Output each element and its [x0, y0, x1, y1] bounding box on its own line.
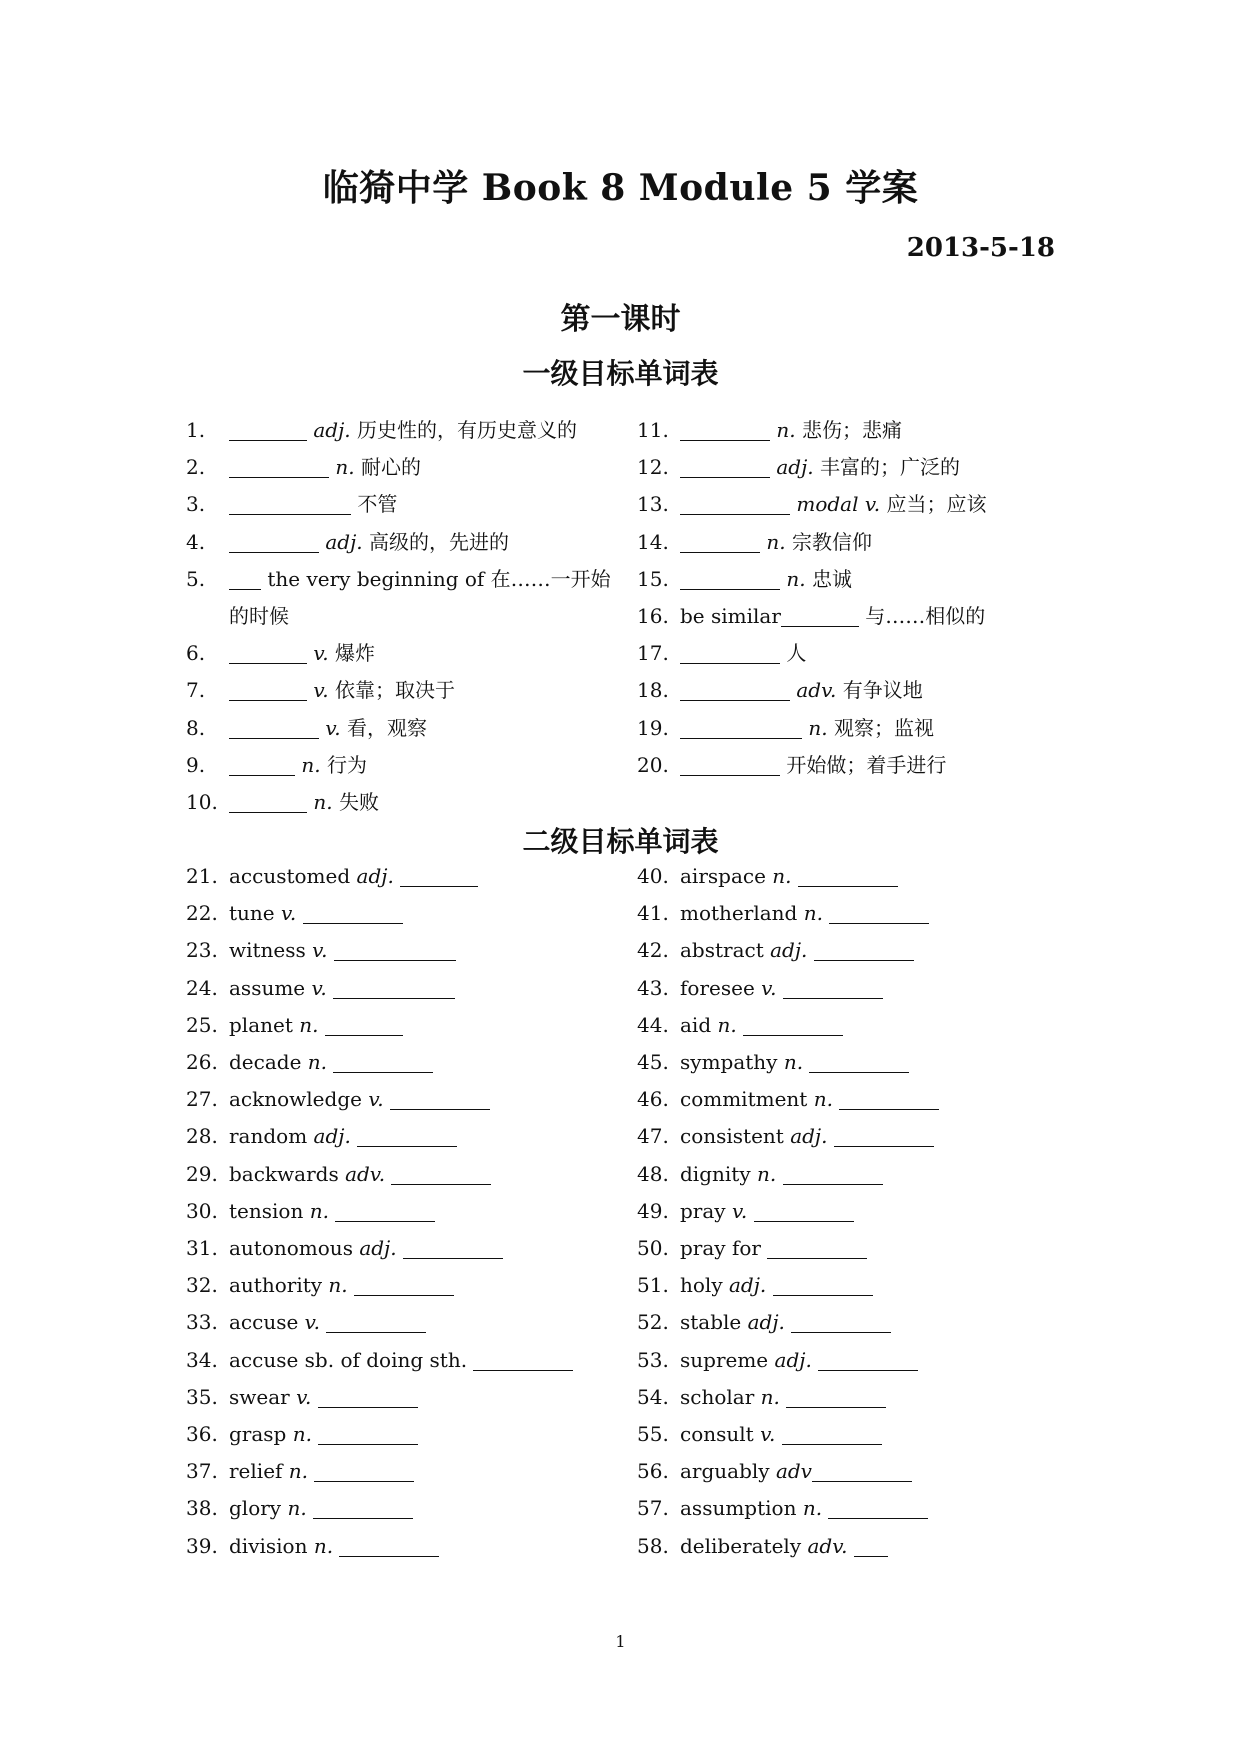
item-number: 34.	[186, 1347, 218, 1372]
item-text: n. 忠诚	[680, 566, 852, 592]
answer-blank[interactable]	[786, 1387, 886, 1408]
item-text: glory n.	[229, 1495, 413, 1521]
answer-blank[interactable]	[767, 1238, 867, 1259]
part-of-speech: adj.	[774, 1347, 812, 1372]
answer-blank[interactable]	[814, 940, 914, 961]
answer-blank[interactable]	[403, 1238, 503, 1259]
item-number: 38.	[186, 1496, 218, 1521]
part-of-speech: adj.	[313, 418, 351, 442]
item-text: 的时候	[229, 604, 289, 628]
answer-blank[interactable]	[318, 1424, 418, 1445]
answer-blank[interactable]	[854, 1536, 888, 1557]
item-text: v. 依靠；取决于	[229, 677, 455, 703]
part-of-speech: adj.	[747, 1310, 785, 1335]
part-of-speech: n.	[309, 1198, 329, 1223]
item-number: 44.	[637, 1012, 669, 1037]
answer-blank[interactable]	[335, 1201, 435, 1222]
part-of-speech: v.	[296, 1384, 312, 1409]
item-text: consult v.	[680, 1421, 882, 1447]
answer-blank[interactable]	[229, 532, 319, 553]
answer-blank[interactable]	[828, 1498, 928, 1519]
item-text: adj. 高级的，先进的	[229, 529, 509, 555]
item-number: 3.	[186, 492, 206, 517]
answer-blank[interactable]	[326, 1312, 426, 1333]
level2-heading: 二级目标单词表	[522, 825, 719, 858]
part-of-speech: adj.	[313, 1124, 351, 1149]
item-number: 51.	[637, 1273, 669, 1298]
item-text: decade n.	[229, 1049, 433, 1075]
item-number: 43.	[637, 975, 669, 1000]
item-text: v. 看，观察	[229, 715, 427, 741]
answer-blank[interactable]	[818, 1350, 918, 1371]
item-number: 17.	[637, 641, 669, 666]
item-number: 41.	[637, 901, 669, 926]
item-text: assumption n.	[680, 1495, 928, 1521]
item-text: adj. 历史性的，有历史意义的	[229, 417, 577, 443]
answer-blank[interactable]	[680, 569, 780, 590]
part-of-speech: adj.	[356, 864, 394, 888]
answer-blank[interactable]	[798, 866, 898, 887]
item-number: 10.	[186, 790, 218, 814]
answer-blank[interactable]	[229, 755, 295, 776]
item-number: 26.	[186, 1050, 218, 1074]
date-label: 2013-5-18	[906, 233, 1055, 263]
answer-blank[interactable]	[314, 1461, 414, 1482]
item-number: 24.	[186, 975, 218, 1000]
item-number: 40.	[637, 864, 669, 888]
part-of-speech: adj.	[325, 529, 363, 554]
item-text: motherland n.	[680, 900, 929, 926]
answer-blank[interactable]	[680, 532, 760, 553]
part-of-speech: n.	[299, 1012, 319, 1037]
part-of-speech: v.	[313, 678, 329, 703]
item-text: n. 耐心的	[229, 454, 421, 480]
answer-blank[interactable]	[357, 1126, 457, 1147]
item-text: consistent adj.	[680, 1123, 934, 1149]
part-of-speech: v.	[761, 975, 777, 1000]
part-of-speech: n.	[307, 1050, 328, 1074]
item-text: 不管	[229, 491, 397, 517]
answer-blank[interactable]	[229, 494, 351, 515]
part-of-speech: n.	[288, 1459, 309, 1484]
part-of-speech: adj.	[359, 1236, 397, 1260]
part-of-speech: n.	[301, 752, 321, 777]
item-text: 人	[680, 640, 806, 666]
item-number: 1.	[186, 418, 206, 442]
item-text: tune v.	[229, 900, 403, 926]
item-text: authority n.	[229, 1272, 454, 1298]
part-of-speech: adv.	[807, 1533, 848, 1558]
item-number: 13.	[637, 492, 669, 517]
part-of-speech: n.	[783, 1050, 804, 1074]
answer-blank[interactable]	[680, 420, 770, 441]
answer-blank[interactable]	[229, 569, 261, 590]
item-number: 32.	[186, 1273, 218, 1298]
answer-blank[interactable]	[229, 643, 307, 664]
item-text: the very beginning of 在……一开始	[229, 566, 611, 592]
item-number: 22.	[186, 901, 218, 926]
item-number: 50.	[637, 1236, 669, 1260]
answer-blank[interactable]	[333, 978, 455, 999]
answer-blank[interactable]	[229, 420, 307, 441]
item-number: 45.	[637, 1050, 669, 1074]
answer-blank[interactable]	[334, 940, 456, 961]
item-number: 48.	[637, 1161, 669, 1186]
answer-blank[interactable]	[773, 1275, 873, 1296]
item-number: 23.	[186, 938, 218, 963]
lesson-heading: 第一课时	[560, 302, 681, 337]
answer-blank[interactable]	[680, 643, 780, 664]
answer-blank[interactable]	[354, 1275, 454, 1296]
part-of-speech: n.	[808, 715, 828, 740]
item-number: 36.	[186, 1422, 218, 1446]
item-number: 55.	[637, 1422, 669, 1446]
item-text: n. 悲伤；悲痛	[680, 417, 902, 443]
item-number: 14.	[637, 529, 669, 554]
item-text: abstract adj.	[680, 937, 914, 963]
item-number: 18.	[637, 678, 669, 703]
item-text: modal v. 应当；应该	[680, 491, 987, 517]
answer-blank[interactable]	[782, 1424, 882, 1445]
answer-blank[interactable]	[809, 1052, 909, 1073]
item-number: 46.	[637, 1087, 669, 1112]
item-number: 29.	[186, 1161, 218, 1186]
item-number: 16.	[637, 604, 669, 628]
answer-blank[interactable]	[303, 903, 403, 924]
part-of-speech: adv.	[345, 1161, 386, 1186]
part-of-speech: v.	[281, 901, 297, 926]
answer-blank[interactable]	[680, 494, 790, 515]
item-number: 31.	[186, 1236, 218, 1260]
answer-blank[interactable]	[318, 1387, 418, 1408]
part-of-speech: n.	[766, 529, 786, 554]
answer-blank[interactable]	[680, 718, 802, 739]
answer-blank[interactable]	[313, 1498, 413, 1519]
part-of-speech: n.	[803, 901, 823, 926]
part-of-speech: adj.	[770, 938, 808, 963]
part-of-speech: adv	[775, 1459, 812, 1484]
answer-blank[interactable]	[783, 978, 883, 999]
item-text: relief n.	[229, 1458, 414, 1484]
part-of-speech: n.	[786, 566, 806, 591]
part-of-speech: n.	[292, 1422, 312, 1446]
answer-blank[interactable]	[473, 1350, 573, 1371]
item-text: scholar n.	[680, 1384, 886, 1410]
item-text: airspace n.	[680, 863, 898, 889]
item-text: planet n.	[229, 1012, 403, 1038]
item-text: n. 失败	[229, 789, 379, 815]
item-text: n. 观察；监视	[680, 715, 934, 741]
item-number: 20.	[637, 752, 669, 777]
item-number: 9.	[186, 752, 206, 777]
item-number: 8.	[186, 715, 206, 740]
part-of-speech: adj.	[790, 1124, 828, 1149]
level1-heading: 一级目标单词表	[522, 357, 719, 390]
part-of-speech: v.	[311, 975, 327, 1000]
item-text: holy adj.	[680, 1272, 873, 1298]
item-number: 35.	[186, 1384, 218, 1409]
item-text: backwards adv.	[229, 1161, 491, 1187]
item-text: assume v.	[229, 975, 455, 1001]
part-of-speech: n.	[772, 864, 792, 888]
answer-blank[interactable]	[754, 1201, 854, 1222]
part-of-speech: n.	[813, 1087, 833, 1112]
item-number: 56.	[637, 1459, 669, 1484]
page-number: 1	[615, 1632, 626, 1651]
page-title: 临猗中学 Book 8 Module 5 学案	[322, 167, 919, 209]
item-text: stable adj.	[680, 1309, 891, 1335]
item-number: 28.	[186, 1124, 218, 1149]
part-of-speech: n.	[328, 1273, 348, 1298]
item-text: autonomous adj.	[229, 1235, 503, 1261]
item-text: supreme adj.	[680, 1347, 918, 1373]
item-text: random adj.	[229, 1123, 457, 1149]
item-number: 52.	[637, 1310, 669, 1335]
item-number: 11.	[637, 418, 669, 442]
part-of-speech: modal v.	[796, 492, 881, 517]
answer-blank[interactable]	[229, 680, 307, 701]
part-of-speech: v.	[312, 938, 328, 963]
answer-blank[interactable]	[680, 457, 770, 478]
item-text: aid n.	[680, 1012, 843, 1038]
item-text: adj. 丰富的；广泛的	[680, 454, 960, 480]
answer-blank[interactable]	[333, 1052, 433, 1073]
item-text: tension n.	[229, 1198, 435, 1224]
item-number: 25.	[186, 1012, 218, 1037]
part-of-speech: n.	[756, 1161, 777, 1186]
item-number: 30.	[186, 1198, 218, 1223]
item-number: 37.	[186, 1459, 218, 1484]
item-text: sympathy n.	[680, 1049, 909, 1075]
item-text: pray v.	[680, 1198, 854, 1224]
item-text: commitment n.	[680, 1086, 939, 1112]
item-text: accuse sb. of doing sth.	[229, 1347, 573, 1373]
item-number: 5.	[186, 566, 206, 591]
item-text: accuse v.	[229, 1309, 426, 1335]
item-number: 42.	[637, 938, 669, 963]
part-of-speech: n.	[776, 418, 796, 442]
part-of-speech: adj.	[728, 1273, 767, 1298]
item-number: 21.	[186, 864, 218, 888]
answer-blank[interactable]	[229, 792, 307, 813]
item-text: 开始做；着手进行	[680, 752, 946, 778]
item-number: 39.	[186, 1533, 218, 1558]
answer-blank[interactable]	[229, 457, 329, 478]
item-number: 19.	[637, 715, 669, 740]
answer-blank[interactable]	[229, 718, 319, 739]
item-number: 57.	[637, 1496, 669, 1521]
answer-blank[interactable]	[680, 680, 790, 701]
item-number: 53.	[637, 1347, 669, 1372]
item-number: 47.	[637, 1124, 669, 1149]
answer-blank[interactable]	[783, 1164, 883, 1185]
item-text: v. 爆炸	[229, 640, 375, 666]
answer-blank[interactable]	[743, 1015, 843, 1036]
answer-blank[interactable]	[390, 1089, 490, 1110]
item-number: 54.	[637, 1384, 669, 1409]
item-text: n. 行为	[229, 752, 367, 778]
item-number: 4.	[186, 529, 206, 554]
answer-blank[interactable]	[829, 903, 929, 924]
part-of-speech: n.	[335, 455, 355, 480]
part-of-speech: n.	[313, 1533, 334, 1558]
answer-blank[interactable]	[400, 866, 478, 887]
answer-blank[interactable]	[812, 1461, 912, 1482]
answer-blank[interactable]	[839, 1089, 939, 1110]
item-text: n. 宗教信仰	[680, 529, 872, 555]
item-text: deliberately adv.	[680, 1533, 888, 1559]
item-number: 27.	[186, 1087, 218, 1112]
part-of-speech: v.	[760, 1422, 776, 1446]
item-number: 49.	[637, 1198, 669, 1223]
part-of-speech: v.	[325, 715, 341, 740]
item-number: 15.	[637, 566, 669, 591]
item-number: 6.	[186, 641, 206, 666]
item-text: division n.	[229, 1533, 439, 1559]
item-text: adv. 有争议地	[680, 677, 923, 703]
part-of-speech: n.	[802, 1496, 823, 1521]
part-of-speech: v.	[368, 1087, 384, 1112]
answer-blank[interactable]	[391, 1164, 491, 1185]
item-text: grasp n.	[229, 1421, 418, 1447]
part-of-speech: n.	[313, 790, 333, 814]
item-text: pray for	[680, 1235, 867, 1261]
answer-blank[interactable]	[325, 1015, 403, 1036]
part-of-speech: n.	[760, 1384, 780, 1409]
answer-blank[interactable]	[781, 606, 859, 627]
item-text: witness v.	[229, 937, 456, 963]
part-of-speech: v.	[731, 1198, 748, 1223]
answer-blank[interactable]	[834, 1126, 934, 1147]
answer-blank[interactable]	[791, 1312, 891, 1333]
part-of-speech: v.	[304, 1310, 320, 1335]
part-of-speech: adv.	[796, 678, 837, 703]
item-number: 12.	[637, 455, 669, 480]
part-of-speech: v.	[313, 641, 329, 666]
item-number: 58.	[637, 1533, 669, 1558]
item-text: foresee v.	[680, 975, 883, 1001]
item-text: dignity n.	[680, 1161, 883, 1187]
item-text: accustomed adj.	[229, 863, 478, 889]
item-text: arguably adv	[680, 1458, 912, 1484]
answer-blank[interactable]	[680, 755, 780, 776]
item-number: 7.	[186, 678, 206, 703]
answer-blank[interactable]	[339, 1536, 439, 1557]
item-text: be similar 与……相似的	[680, 604, 986, 628]
item-number: 2.	[186, 455, 206, 480]
item-text: acknowledge v.	[229, 1086, 490, 1112]
item-number: 33.	[186, 1310, 218, 1335]
item-text: swear v.	[229, 1384, 418, 1410]
part-of-speech: n.	[287, 1496, 307, 1521]
part-of-speech: n.	[717, 1012, 737, 1037]
part-of-speech: adj.	[776, 455, 814, 480]
